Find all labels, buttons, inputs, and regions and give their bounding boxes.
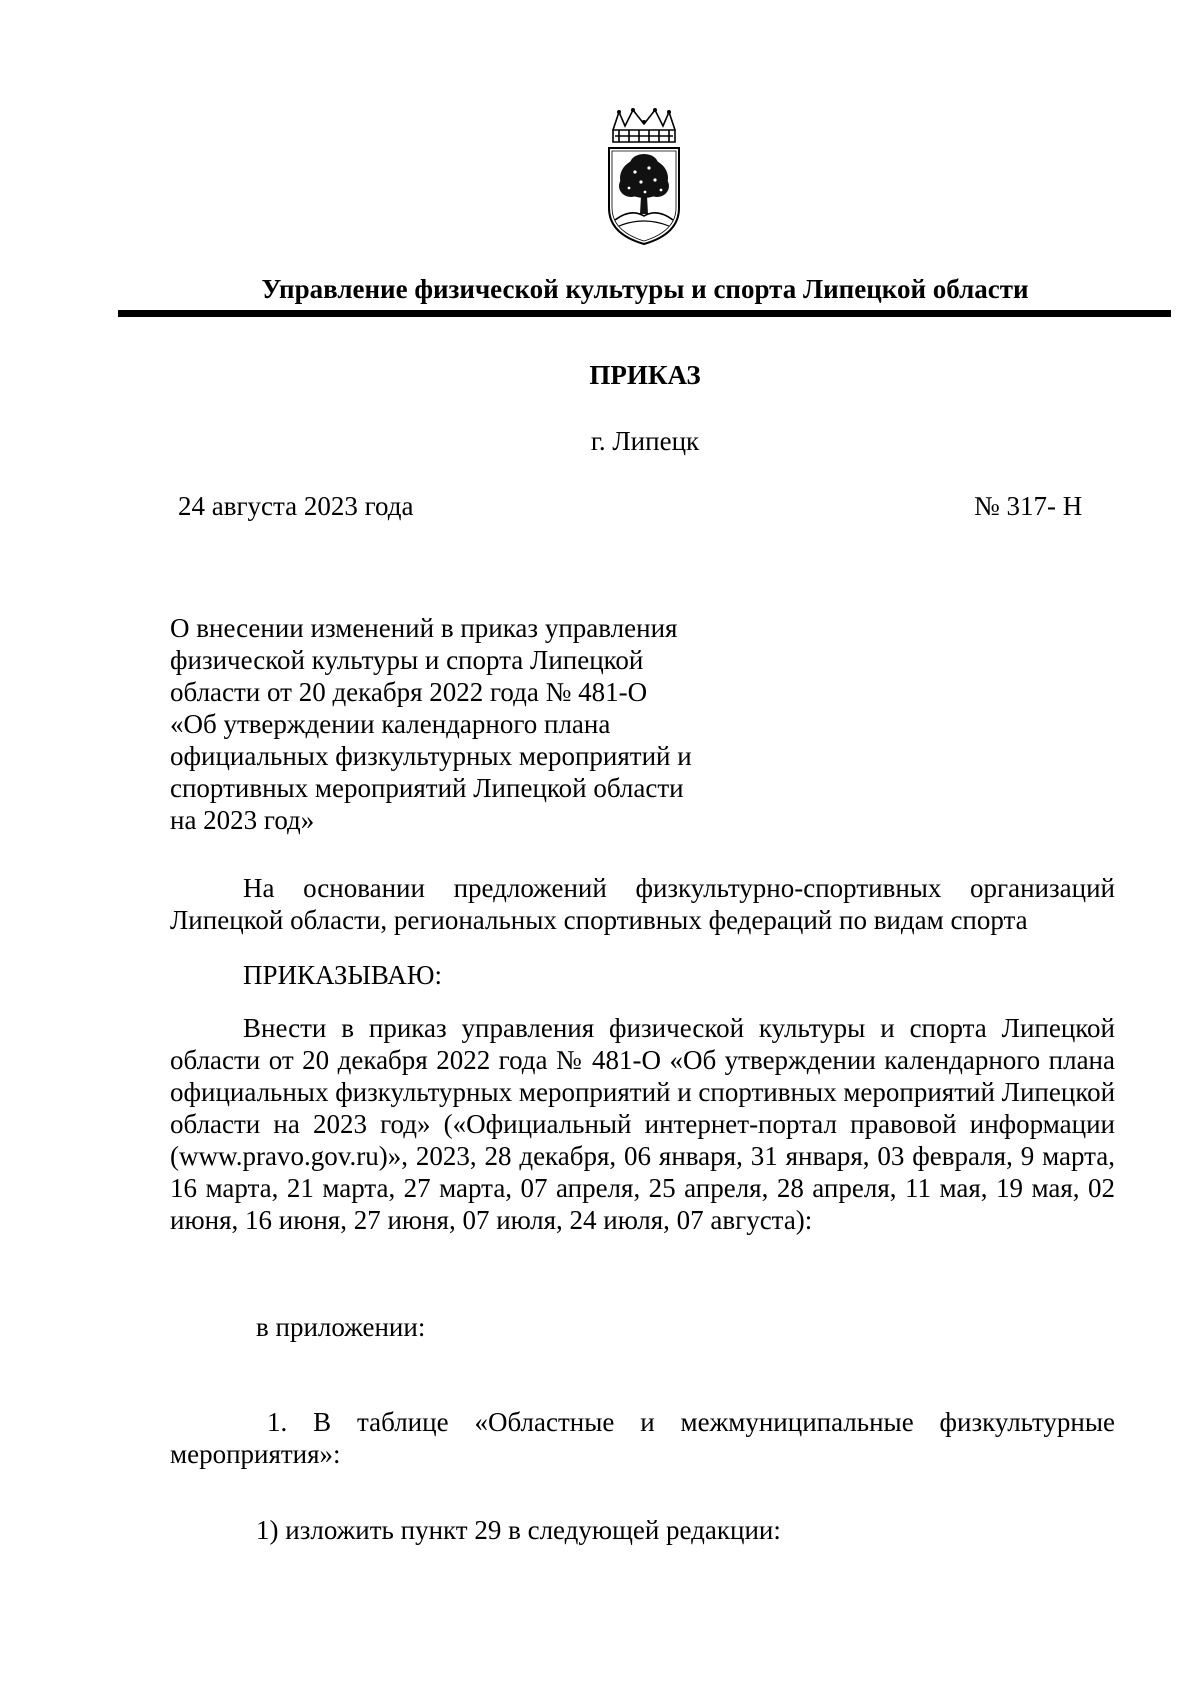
subject-line: спортивных мероприятий Липецкой области [170,773,684,803]
order-word: ПРИКАЗЫВАЮ: [243,960,442,990]
subject-line: О внесении изменений в приказ управления [170,613,678,643]
appendix-heading: в приложении: [256,1312,426,1342]
document-number: № 317- Н [974,491,1083,521]
item-1-paragraph: 1. В таблице «Областные и межмуниципальные физкультурные мероприятия»: [170,1407,1115,1469]
organization-name: Управление физической культуры и спорта Липецкой области [261,274,1029,304]
subject-line: официальных физкультурных мероприятий и [170,741,692,771]
subject-line: «Об утверждении календарного плана [170,709,611,739]
subject-line: физической культуры и спорта Липецкой [170,645,644,675]
basis-paragraph: На основании предложений физкультурно-спортивных организаций Липецкой области, региональных спортивных федераций по видам спорта [170,873,1115,935]
document-type: ПРИКАЗ [589,360,701,390]
header-divider [118,310,1171,317]
document-date: 24 августа 2023 года [178,491,414,521]
document-city: г. Липецк [590,426,700,456]
subject-line: области от 20 декабря 2022 года № 481-О [170,677,648,707]
amendment-paragraph: Внести в приказ управления физической культуры и спорта Липецкой области от 20 декабря 2022 года № 481-О «Об утверждении календарного плана официальных физкультурных мероприятий и спортивных мероприятий Липецкой области на 2023 год» («Официальный интернет-портал правовой информации (www.pravo.gov.ru)», 2023, 28 декабря, 06 января, 31 января, 03 февраля, 9 марта, 16 марта, 21 марта, 27 марта, 07 апреля, 25 апреля, 28 апреля, 11 мая, 19 мая, 02 июня, 16 июня, 27 июня, 07 июля, 24 июля, 07 августа): [170,1013,1116,1235]
item-1-subitem-1: 1) изложить пункт 29 в следующей редакции: [256,1515,781,1545]
subject-line: на 2023 год» [170,805,315,835]
document-subject [170,612,730,836]
coat-of-arms-icon [605,108,683,246]
